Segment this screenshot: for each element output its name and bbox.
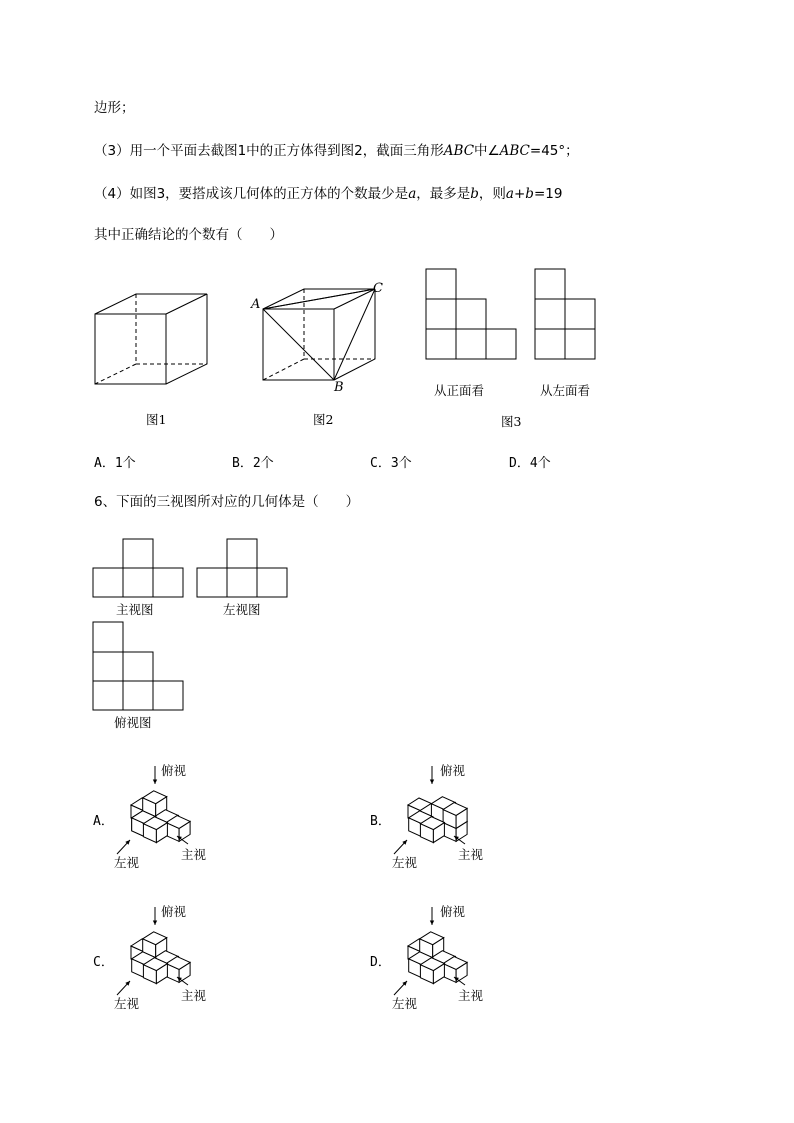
text-line-4: 其中正确结论的个数有（ ） [94,227,283,243]
var-a-2: a [505,186,514,202]
q6-option-c-letter[interactable]: C． [93,955,114,970]
point-a-label: A [251,297,261,312]
point-b-label: B [334,380,344,395]
q5-option-c[interactable]: C．3个 [370,456,412,471]
q6-stem: 6、下面的三视图所对应的几何体是（ ） [94,494,360,510]
q5-option-b[interactable]: B．2个 [232,456,274,471]
q6-d-main-arrow-label: 主视 [458,988,484,1003]
q6-b-left-arrow-label: 左视 [392,855,418,870]
line3-part-e: ，则 [478,186,506,202]
line3-part-i: =19 [533,186,563,202]
var-a: a [408,186,417,202]
front-view-caption: 从正面看 [434,383,485,398]
q6-option-b-letter[interactable]: B． [370,814,391,829]
q6-c-left-arrow-label: 左视 [114,996,140,1011]
q6-left-view-label: 左视图 [223,602,261,617]
var-b-2: b [525,186,534,202]
q6-c-top-arrow-label: 俯视 [161,904,187,919]
q6-option-d-letter[interactable]: D． [370,955,391,970]
figure-1-caption: 图1 [146,412,167,427]
var-b: b [470,186,479,202]
figure-2-caption: 图2 [313,412,334,427]
q6-b-top-arrow-label: 俯视 [440,763,466,778]
q6-a-left-arrow-label: 左视 [114,855,140,870]
point-c-label: C [373,281,383,296]
q6-d-left-arrow-label: 左视 [392,996,418,1011]
view-arrowhead [153,920,157,925]
q6-b-main-arrow-label: 主视 [458,847,484,862]
left-view-caption: 从左面看 [540,383,591,398]
line2-part-a: （3）用一个平面去截图1中的正方体得到图2，截面三角形 [94,143,444,159]
q6-a-main-arrow-label: 主视 [181,847,207,862]
line2-abc: ABC [443,143,475,159]
q5-option-d[interactable]: D．4个 [509,456,551,471]
q6-option-a-letter[interactable]: A． [93,814,114,829]
q6-a-top-arrow-label: 俯视 [161,763,187,778]
line3-part-a: （4）如图3，要搭成该几何体的正方体的个数最少是 [94,186,409,202]
line2-abc-angle: ABC [499,143,530,159]
line3-part-c: ，最多是 [416,186,471,202]
plus-sign: + [513,186,526,202]
view-arrowhead [430,920,434,925]
text-line-1: 边形； [94,100,135,116]
q5-option-a[interactable]: A．1个 [94,456,136,471]
figure-3-caption: 图3 [501,414,522,429]
q6-c-main-arrow-label: 主视 [181,988,207,1003]
q6-top-view-label: 俯视图 [114,715,152,730]
view-arrowhead [430,779,434,784]
line2-part-c: 中∠ [474,143,500,159]
view-arrowhead [153,779,157,784]
line2-part-e: =45°； [529,143,579,159]
q6-main-view-label: 主视图 [116,602,154,617]
q6-d-top-arrow-label: 俯视 [440,904,466,919]
